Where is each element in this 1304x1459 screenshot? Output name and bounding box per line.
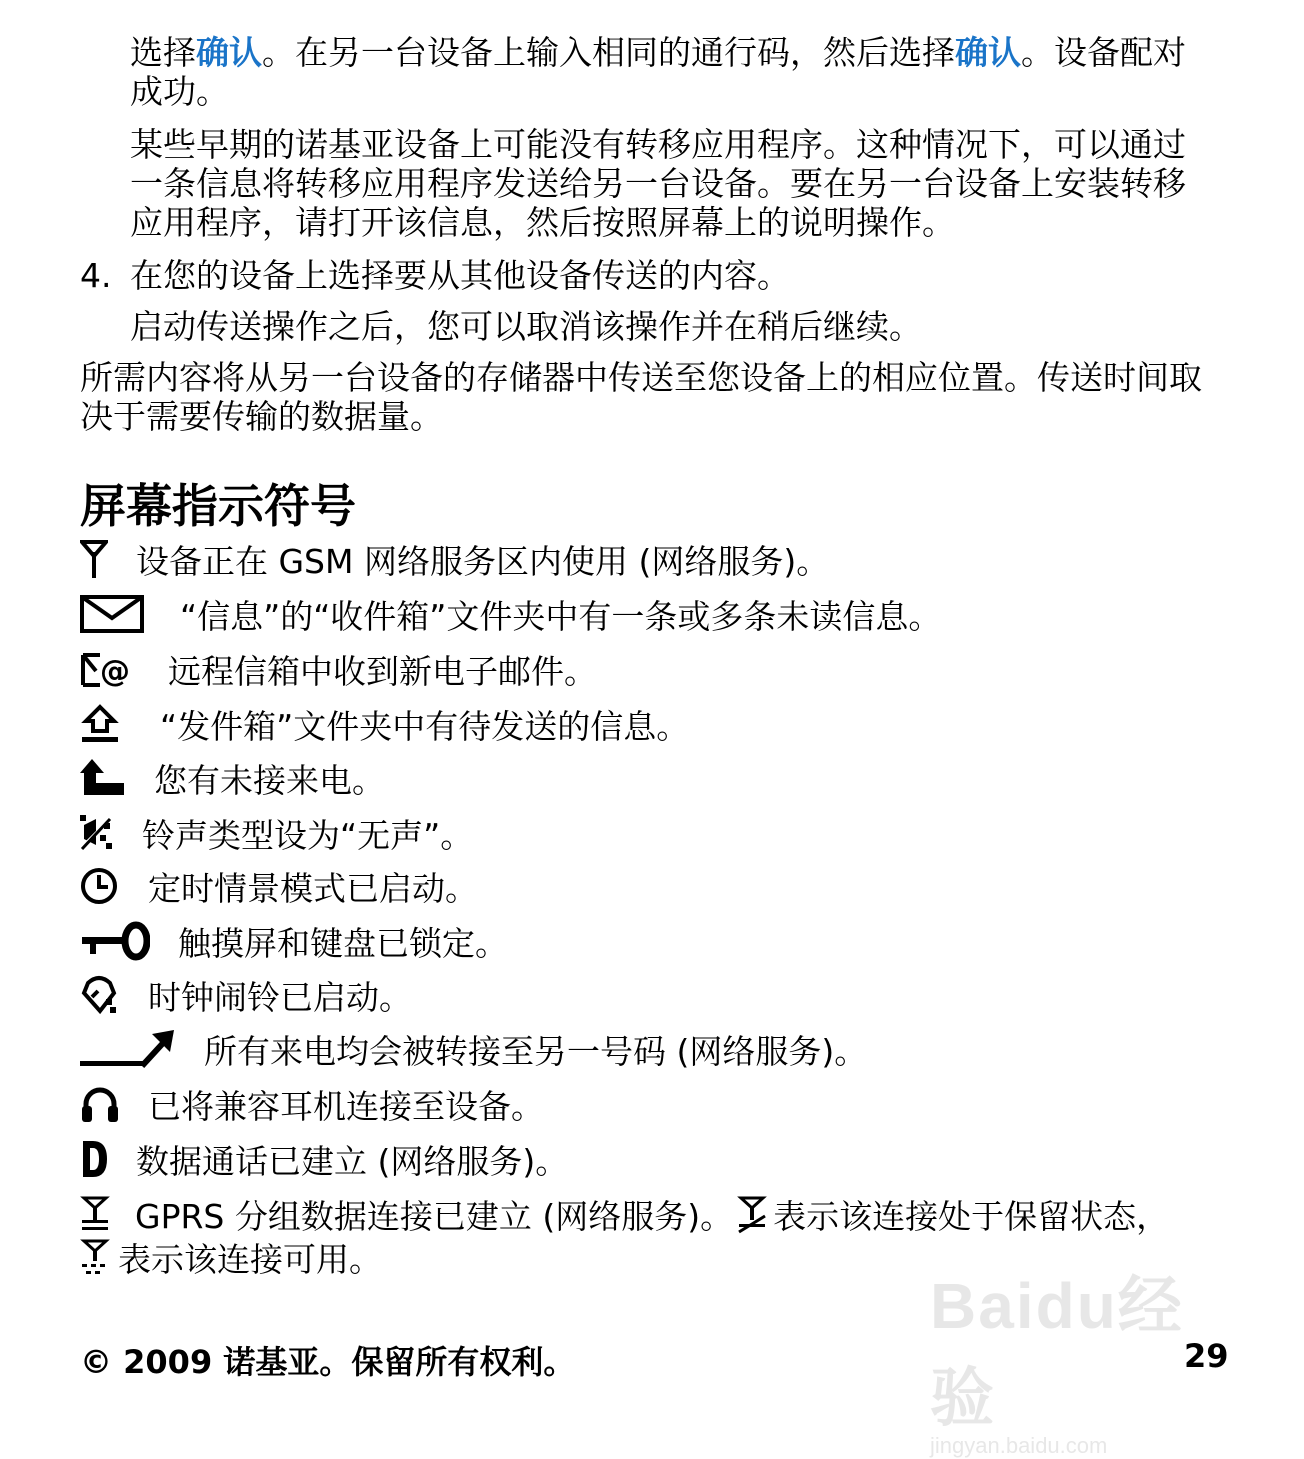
text: 选择 [130,33,196,72]
indicator-row [80,592,941,636]
indicator-row [80,1082,544,1126]
key-lock-icon [80,921,150,961]
indicator-row [80,537,829,581]
indicator-text: “发件箱”文件夹中有待发送的信息。 [160,706,690,746]
data-call-icon [80,1138,110,1180]
step-number: 4. [80,256,112,295]
indicator-text: “信息”的“收件箱”文件夹中有一条或多条未读信息。 [180,596,942,636]
gprs-icon [80,1194,110,1234]
gprs-row [80,1192,1230,1236]
indicator-row [80,973,412,1017]
confirm-link[interactable]: 确认 [955,33,1021,72]
indicator-text: 数据通话已建立 (网络服务)。 [136,1141,569,1181]
confirm-link[interactable]: 确认 [196,33,262,72]
indicator-text: 铃声类型设为“无声”。 [142,815,474,855]
indicator-row [80,647,597,691]
section-title: 屏幕指示符号 [80,479,356,533]
text: 。设备配对成功。 [130,33,1186,111]
indicator-text: 远程信箱中收到新电子邮件。 [168,651,597,691]
email-at-icon [80,649,142,689]
gprs-text: 表示该连接可用。 [118,1239,382,1279]
silent-ring-icon [80,815,112,851]
step-4-text: 在您的设备上选择要从其他设备传送的内容。 [130,256,790,295]
indicator-text: 设备正在 GSM 网络服务区内使用 (网络服务)。 [136,541,830,581]
gprs-row [80,1235,382,1279]
gprs-text: GPRS 分组数据连接已建立 (网络服务)。 [135,1196,734,1236]
indicator-row [80,702,689,746]
indicator-text: 所有来电均会被转接至另一号码 (网络服务)。 [204,1031,868,1071]
copyright: © 2009 诺基亚。保留所有权利。 [80,1343,576,1381]
indicator-text: 触摸屏和键盘已锁定。 [178,923,508,963]
indicator-row [80,756,385,800]
watermark-url: jingyan.baidu.com [930,1433,1108,1458]
gprs-text: 表示该连接处于保留状态， [773,1196,1170,1236]
text: 。在另一台设备上输入相同的通行码，然后选择 [262,33,955,72]
indicator-row [80,1027,867,1071]
outbox-icon [80,703,120,745]
call-divert-icon [80,1028,176,1070]
indicator-row [80,811,473,855]
alarm-clock-icon [80,975,118,1015]
svg-text:@: @ [100,654,130,689]
transfer-summary-paragraph: 所需内容将从另一台设备的存储器中传送至您设备上的相应位置。传送时间取决于需要传输的数据量。 [80,358,1202,436]
indicator-text: 定时情景模式已启动。 [148,868,478,908]
indicator-row [80,864,478,908]
gprs-available-icon [80,1237,110,1277]
page-number: 29 [1184,1337,1229,1375]
envelope-icon [80,594,144,634]
missed-call-icon [80,757,126,799]
transfer-app-paragraph: 某些早期的诺基亚设备上可能没有转移应用程序。这种情况下，可以通过一条信息将转移应用程序发送给另一台设备。要在另一台设备上安装转移应用程序，请打开该信息，然后按照屏幕上的说明操作。 [130,125,1186,242]
timed-profile-icon [80,866,118,906]
gsm-antenna-icon [80,538,108,580]
indicator-text: 已将兼容耳机连接至设备。 [148,1086,544,1126]
indicator-row [80,1137,568,1181]
indicator-text: 您有未接来电。 [154,760,385,800]
indicator-row [80,919,508,963]
indicator-text: 时钟闹铃已启动。 [148,977,412,1017]
gprs-hold-icon [737,1194,767,1234]
headset-icon [80,1084,120,1124]
step-4-note: 启动传送操作之后，您可以取消该操作并在稍后继续。 [130,307,922,346]
watermark-brand: Baidu经验 [930,1270,1184,1434]
pairing-paragraph [130,33,1215,111]
